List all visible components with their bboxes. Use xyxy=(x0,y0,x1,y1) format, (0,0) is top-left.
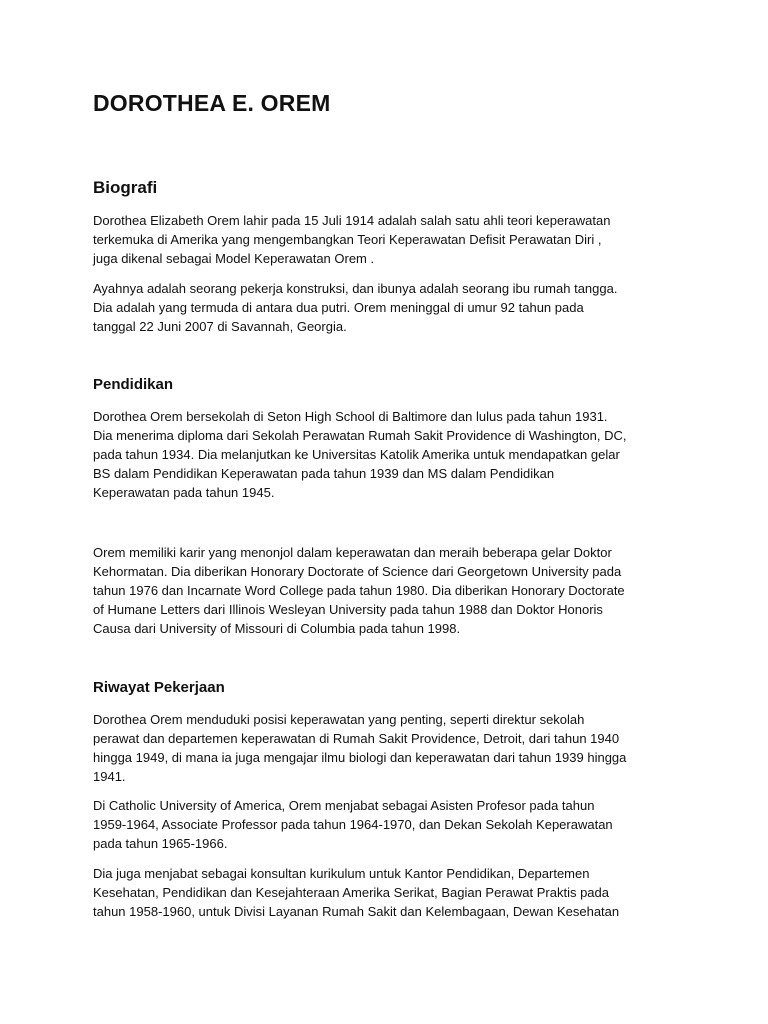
text-line: tanggal 22 Juni 2007 di Savannah, Georgia. xyxy=(93,319,347,334)
text-line: terkemuka di Amerika yang mengembangkan Teori Keperawatan Defisit Perawatan Diri , xyxy=(93,232,602,247)
text-line: tahun 1976 dan Incarnate Word College pada tahun 1980. Dia diberikan Honorary Doctorate xyxy=(93,583,625,598)
biografi-paragraph-2 xyxy=(93,279,683,336)
text-line: Keperawatan pada tahun 1945. xyxy=(93,485,275,500)
text-line: Kehormatan. Dia diberikan Honorary Doctorate of Science dari Georgetown University pada xyxy=(93,564,622,579)
text-line: juga dikenal sebagai Model Keperawatan Orem . xyxy=(93,251,375,266)
text-line: Dorothea Orem bersekolah di Seton High School di Baltimore dan lulus pada tahun 1931. xyxy=(93,409,608,424)
riwayat-paragraph-2 xyxy=(93,796,683,853)
text-line: Orem memiliki karir yang menonjol dalam keperawatan dan meraih beberapa gelar Doktor xyxy=(93,545,612,560)
text-line: Causa dari University of Missouri di Columbia pada tahun 1998. xyxy=(93,621,461,636)
text-line: BS dalam Pendidikan Keperawatan pada tahun 1939 dan MS dalam Pendidikan xyxy=(93,466,555,481)
text-line: Dia juga menjabat sebagai konsultan kurikulum untuk Kantor Pendidikan, Departemen xyxy=(93,866,590,881)
text-line: Ayahnya adalah seorang pekerja konstruksi, dan ibunya adalah seorang ibu rumah tangga. xyxy=(93,281,618,296)
text-line: 1941. xyxy=(93,769,126,784)
text-line: Dia adalah yang termuda di antara dua putri. Orem meninggal di umur 92 tahun pada xyxy=(93,300,584,315)
riwayat-paragraph-3 xyxy=(93,864,683,921)
text-line: hingga 1949, di mana ia juga mengajar ilmu biologi dan keperawatan dari tahun 1939 hingga xyxy=(93,750,627,765)
text-line: of Humane Letters dari Illinois Wesleyan University pada tahun 1988 dan Doktor Honoris xyxy=(93,602,603,617)
text-line: Dorothea Elizabeth Orem lahir pada 15 Juli 1914 adalah salah satu ahli teori keperawatan xyxy=(93,213,611,228)
section-heading-pendidikan: Pendidikan xyxy=(93,376,174,393)
riwayat-paragraph-1 xyxy=(93,710,683,786)
pendidikan-paragraph-1 xyxy=(93,407,683,502)
text-line: Kesehatan, Pendidikan dan Kesejahteraan Amerika Serikat, Bagian Perawat Praktis pada xyxy=(93,885,609,900)
biografi-paragraph-1 xyxy=(93,211,683,268)
text-line: tahun 1958-1960, untuk Divisi Layanan Rumah Sakit dan Kelembagaan, Dewan Kesehatan xyxy=(93,904,620,919)
text-line: 1959-1964, Associate Professor pada tahun 1964-1970, dan Dekan Sekolah Keperawatan xyxy=(93,817,613,832)
text-line: Dorothea Orem menduduki posisi keperawatan yang penting, seperti direktur sekolah xyxy=(93,712,585,727)
text-line: Dia menerima diploma dari Sekolah Perawatan Rumah Sakit Providence di Washington, DC, xyxy=(93,428,627,443)
text-line: pada tahun 1965-1966. xyxy=(93,836,228,851)
text-line: Di Catholic University of America, Orem menjabat sebagai Asisten Profesor pada tahun xyxy=(93,798,595,813)
document-title: DOROTHEA E. OREM xyxy=(93,90,331,116)
section-heading-biografi: Biografi xyxy=(93,178,158,197)
pendidikan-paragraph-2 xyxy=(93,543,683,638)
text-line: perawat dan departemen keperawatan di Rumah Sakit Providence, Detroit, dari tahun 1940 xyxy=(93,731,620,746)
text-line: pada tahun 1934. Dia melanjutkan ke Universitas Katolik Amerika untuk mendapatkan gelar xyxy=(93,447,620,462)
section-heading-riwayat-pekerjaan: Riwayat Pekerjaan xyxy=(93,679,225,696)
